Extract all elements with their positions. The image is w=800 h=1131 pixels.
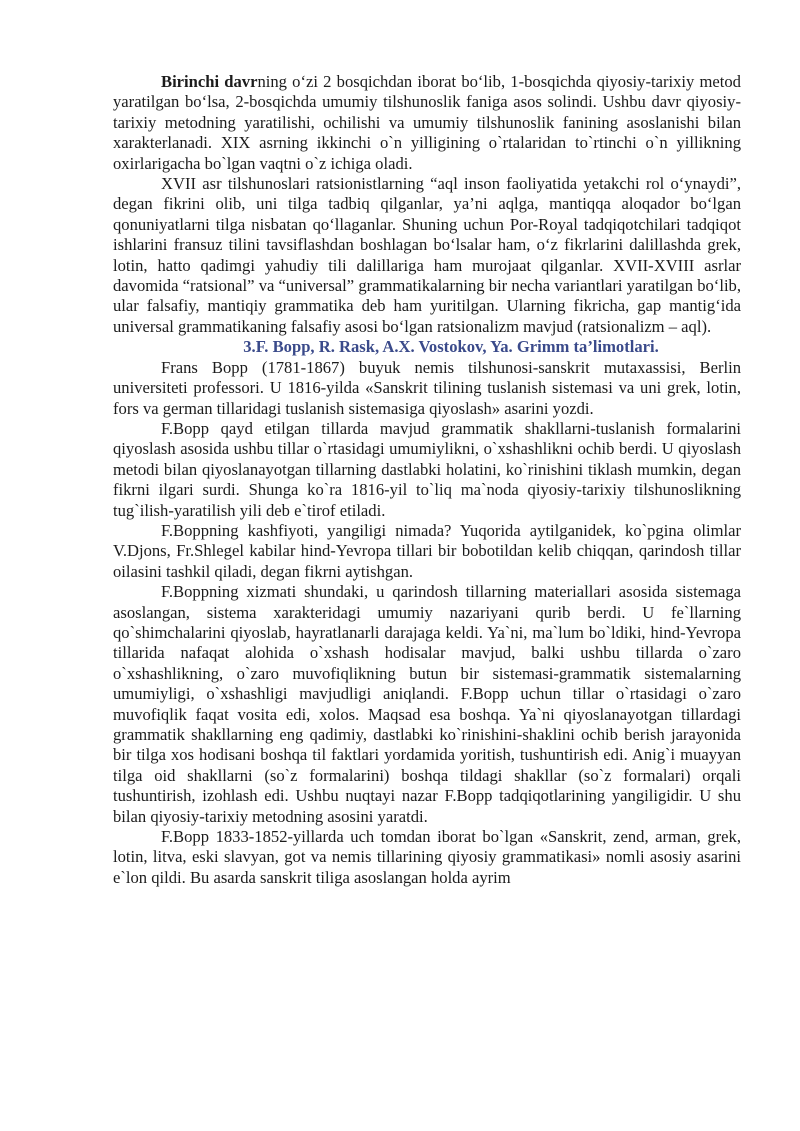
paragraph-bopp-comparison: F.Bopp qayd etilgan tillarda mavjud grammatik shakllarni-tuslanish formalarini qiyoslash asosida ushbu tillar o`rtasidagi umumiylikni, o`xshashlikni ochib berdi. U qiyoslash metodi bilan qiyoslanayotgan tillarning dastlabki holatini, ko`rinishini tiklash mumkin, degan fikrni ilgari surdi. Shunga ko`ra 1816-yil to`liq ma`noda qiyosiy-tarixiy tilshunoslikning tug`ilish-yaratilish yili deb e`tirof etiladi.	[113, 418, 741, 520]
paragraph-bopp-discovery: F.Boppning kashfiyoti, yangiligi nimada? Yuqorida aytilganidek, ko`pgina olimlar V.Djons, Fr.Shlegel kabilar hind-Yevropa tillari bir bobotildan kelib chiqqan, qarindosh tillar oilasini tashkil qiladi, degan fikrni aytishgan.	[113, 520, 741, 581]
paragraph-bopp-grammar: F.Bopp 1833-1852-yillarda uch tomdan iborat bo`lgan «Sanskrit, zend, arman, grek, lotin, litva, eski slavyan, got va nemis tillarining qiyosiy grammatikasi» nomli asosiy asarini e`lon qildi. Bu asarda sanskrit tiliga asoslangan holda ayrim	[113, 827, 741, 887]
paragraph-bopp-intro: Frans Bopp (1781-1867) buyuk nemis tilshunosi-sanskrit mutaxassisi, Berlin universiteti professori. U 1816-yilda «Sanskrit tilining tuslanish sistemasi va uni grek, lotin, fors va german tillaridagi tuslanish sistemasiga qiyoslash» asarini yozdi.	[113, 357, 741, 418]
document-page	[113, 72, 741, 888]
lead-term: Birinchi davr	[161, 72, 258, 91]
paragraph-rationalists: XVII asr tilshunoslari ratsionistlarning “aql inson faoliyatida yetakchi rol o‘ynaydi”, degan fikrini olib, uni tilga tadbiq qilganlar, ya’ni aqlga, mantiqqa aloqador bo‘lgan qonuniyatlarni tilga nisbatan qo‘llaganlar. Shuning uchun Por-Royal tadqiqotchilari tadqiqot ishlarini fransuz tilini tavsiflashdan boshlagan bo‘lsalar ham, o‘z fikrlarini dalillashda grek, lotin, hatto qadimgi yahudiy tili dalillariga ham murojaat qilganlar. XVII-XVIII asrlar davomida “ratsional” va “universal” grammatikalarning bir necha variantlari yaratilgan bo‘lib, ular falsafiy, mantiqiy grammatika deb ham yuritilgan. Ularning fikricha, gap mantig‘ida universal grammatikaning falsafiy asosi bo‘lgan ratsionalizm mavjud (ratsionalizm – aql).	[113, 174, 741, 336]
section-heading: 3.F. Bopp, R. Rask, A.X. Vostokov, Ya. Grimm ta’limotlari.	[243, 337, 659, 357]
paragraph-bopp-merit: F.Boppning xizmati shundaki, u qarindosh tillarning materiallari asosida sistemaga asoslangan, sistema xarakteridagi umumiy nazariyani qurib berdi. U fe`llarning qo`shimchalarini qiyoslab, hayratlanarli darajaga keldi. Ya`ni, ma`lum bo`ldiki, hind-Yevropa tillarida nafaqat alohida o`xshash hodisalar mavjud, balki ushbu tillarda o`zaro o`xshashlikning, o`zaro muvofiqlikning butun bir sistemasi-grammatik sistemalarning umumiyligi, o`xshashligi mavjudligi aniqlandi. F.Bopp uchun tillar o`rtasidagi o`zaro muvofiqlik faqat vosita edi, xolos. Maqsad esa boshqa. Ya`ni qiyoslanayotgan tillardagi grammatik shakllarning eng qadimiy, dastlabki ko`rinishini-shaklini ochib berish jarayonida bir tilga xos hodisani boshqa til faktlari yordamida yoritish, tushuntirish edi. Anig`i muayyan tilga oid shakllarni (so`z formalarini) boshqa tildagi shakllar (so`z formalari) orqali tushuntirish, izohlash edi. Ushbu nuqtayi nazar F.Bopp tadqiqotlarining yangiligidir. U shu bilan qiyosiy-tarixiy metodning asosini yaratdi.	[113, 582, 741, 826]
paragraph-text: ning o‘zi 2 bosqichdan iborat bo‘lib, 1-bosqichda qiyosiy-tarixiy metod yaratilgan bo‘lsa, 2-bosqichda umumiy tilshunoslik faniga asos solindi. Ushbu davr qiyosiy-tarixiy metodning yaratilishi, ochilishi va umumiy tilshunoslik fanining asoslanishi bilan xarakterlanadi. XIX asrning ikkinchi o`n yilligining o`rtalaridan to`rtinchi o`n yillikning oxirlarigacha bo`lgan vaqtni o`z ichiga oladi.	[113, 72, 741, 173]
paragraph-first-period	[113, 72, 741, 174]
